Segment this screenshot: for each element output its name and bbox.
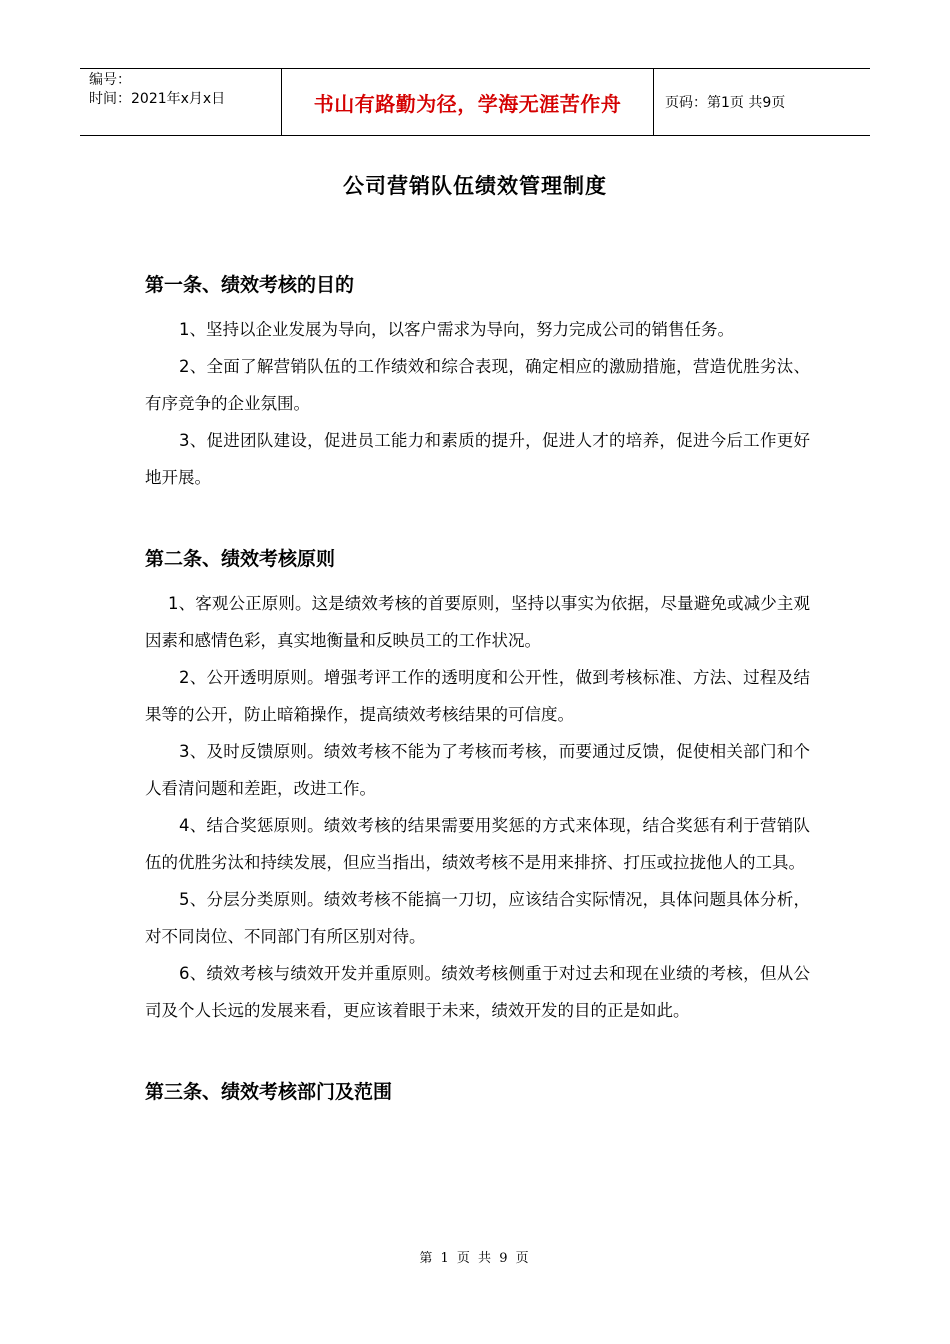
- section-scope: [145, 1077, 810, 1107]
- paragraph: 2、公开透明原则。增强考评工作的透明度和公开性，做到考核标准、方法、过程及结果等的公开，防止暗箱操作，提高绩效考核结果的可信度。: [145, 668, 810, 724]
- section-heading: 第三条、绩效考核部门及范围: [145, 1081, 393, 1103]
- header-meta-cell: [80, 69, 282, 135]
- section-principles: [145, 544, 810, 1029]
- header-motto-cell: [282, 69, 654, 135]
- paragraph: 1、客观公正原则。这是绩效考核的首要原则，坚持以事实为依据，尽量避免或减少主观因素和感情色彩，真实地衡量和反映员工的工作状况。: [145, 594, 810, 650]
- page-footer: 第 1 页 共 9 页: [419, 1251, 531, 1266]
- document-time-label: 时间：2021年x月x日: [89, 91, 226, 107]
- document-title: 公司营销队伍绩效管理制度: [343, 174, 607, 198]
- paragraph: 3、及时反馈原则。绩效考核不能为了考核而考核，而要通过反馈，促使相关部门和个人看清问题和差距，改进工作。: [145, 742, 810, 798]
- header-motto: 书山有路勤为径，学海无涯苦作舟: [313, 91, 622, 116]
- paragraph: 2、全面了解营销队伍的工作绩效和综合表现，确定相应的激励措施，营造优胜劣汰、有序竞争的企业氛围。: [145, 357, 810, 413]
- paragraph: 6、绩效考核与绩效开发并重原则。绩效考核侧重于对过去和现在业绩的考核，但从公司及个人长远的发展来看，更应该着眼于未来，绩效开发的目的正是如此。: [145, 964, 810, 1020]
- paragraph: 4、结合奖惩原则。绩效考核的结果需要用奖惩的方式来体现，结合奖惩有利于营销队伍的优胜劣汰和持续发展，但应当指出，绩效考核不是用来排挤、打压或拉拢他人的工具。: [145, 816, 810, 872]
- section-heading: 第二条、绩效考核原则: [145, 548, 336, 570]
- header-page-cell: [654, 69, 870, 135]
- paragraph: 1、坚持以企业发展为导向，以客户需求为导向，努力完成公司的销售任务。: [179, 320, 734, 339]
- document-body: [145, 270, 810, 1107]
- document-number-label: 编号：: [89, 72, 131, 88]
- page-header: [80, 68, 870, 136]
- section-purpose: [145, 270, 810, 496]
- header-page-info: 页码：第1页 共9页: [665, 95, 786, 111]
- section-heading: 第一条、绩效考核的目的: [145, 274, 355, 296]
- paragraph: 3、促进团队建设，促进员工能力和素质的提升，促进人才的培养，促进今后工作更好地开展。: [145, 431, 810, 487]
- paragraph: 5、分层分类原则。绩效考核不能搞一刀切，应该结合实际情况，具体问题具体分析，对不同岗位、不同部门有所区别对待。: [145, 890, 810, 946]
